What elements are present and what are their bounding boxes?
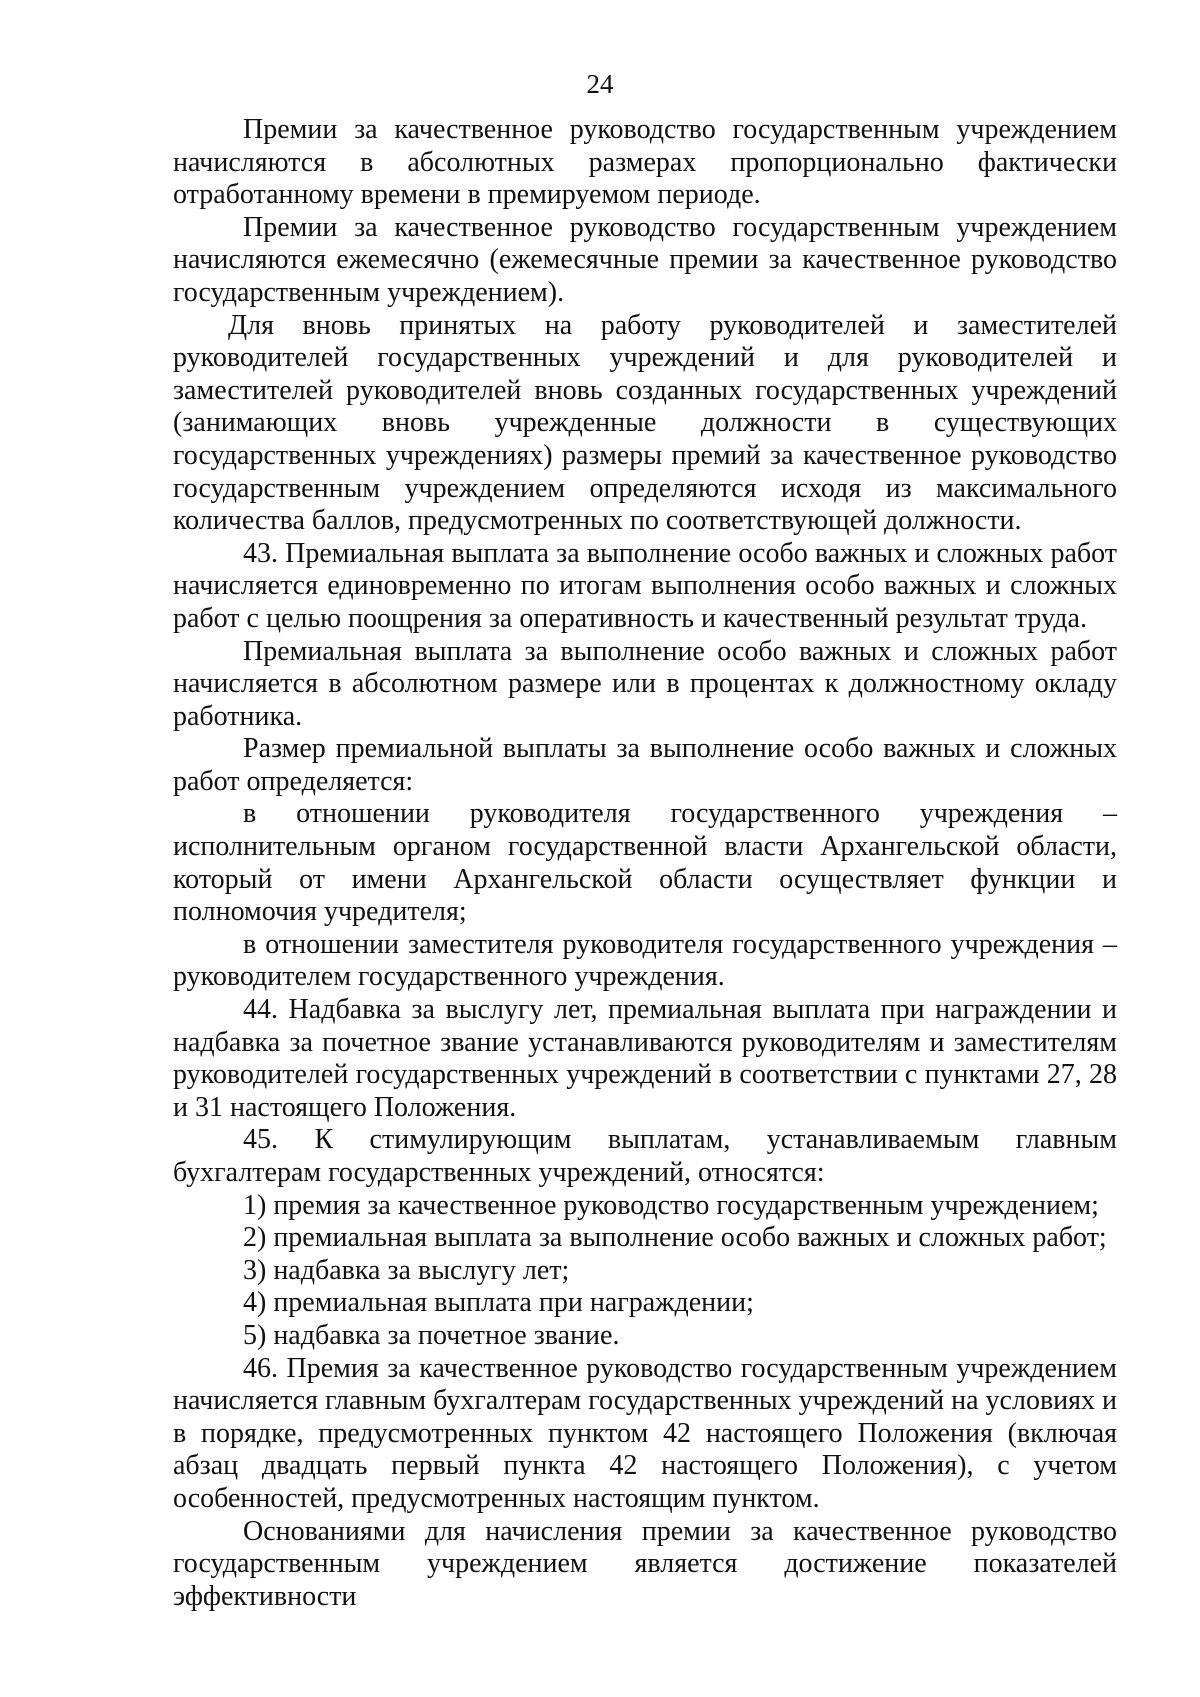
paragraph: в отношении заместителя руководителя государственного учреждения – руководителем государственного учреждения. — [173, 928, 1117, 993]
paragraph: 45. К стимулирующим выплатам, устанавливаемым главным бухгалтерам государственных учреждений, относятся: — [173, 1124, 1117, 1188]
page-number: 24 — [586, 69, 614, 99]
paragraph: в отношении руководителя государственного учреждения – исполнительным органом государственной власти Архангельской области, который от имени Архангельской области осуществляет функции и полномочия учредителя; — [173, 798, 1117, 928]
paragraph: Премии за качественное руководство государственным учреждением начисляются ежемесячно (ежемесячные премии за качественное руководство государственным учреждением). — [173, 211, 1117, 308]
paragraph: Размер премиальной выплаты за выполнение особо важных и сложных работ определяется: — [173, 733, 1117, 797]
list-item: 5) надбавка за почетное звание. — [243, 1319, 620, 1351]
paragraph: 43. Премиальная выплата за выполнение особо важных и сложных работ начисляется единовременно по итогам выполнения особо важных и сложных работ с целью поощрения за оперативность и качественный результат труда. — [173, 537, 1117, 634]
paragraph: 46. Премия за качественное руководство государственным учреждением начисляется главным бухгалтерам государственных учреждений на условиях и в порядке, предусмотренных пунктом 42 настоящего Положения (включая абзац двадцать первый пункта 42 настоящего Положения), с учетом особенностей, предусмотренных настоящим пунктом. — [173, 1352, 1118, 1514]
document-body — [173, 114, 1117, 1613]
paragraph: Для вновь принятых на работу руководителей и заместителей руководителей государственных учреждений и для руководителей и заместителей руководителей вновь созданных государственных учреждений (занимающих вновь учрежденные должности в существующих государственных учреждениях) размеры премий за качественное руководство государственным учреждением определяются исходя из максимального количества баллов, предусмотренных по соответствующей должности. — [173, 309, 1117, 537]
list-item: 4) премиальная выплата при награждении; — [243, 1287, 754, 1319]
list-item: 1) премия за качественное руководство государственным учреждением; — [243, 1189, 1099, 1221]
paragraph: 44. Надбавка за выслугу лет, премиальная выплата при награждении и надбавка за почетное звание устанавливаются руководителям и заместителям руководителей государственных учреждений в соответствии с пунктами 27, 28 и 31 настоящего Положения. — [173, 994, 1117, 1123]
paragraph: Премии за качественное руководство государственным учреждением начисляются в абсолютных размерах пропорционально фактически отработанному времени в премируемом периоде. — [173, 114, 1117, 211]
list-item: 3) надбавка за выслугу лет; — [243, 1254, 570, 1286]
list-item: 2) премиальная выплата за выполнение особо важных и сложных работ; — [243, 1222, 1107, 1254]
paragraph: Основаниями для начисления премии за качественное руководство государственным учреждением является достижение показателей эффективности — [173, 1515, 1117, 1612]
paragraph: Премиальная выплата за выполнение особо важных и сложных работ начисляется в абсолютном размере или в процентах к должностному окладу работника. — [173, 635, 1117, 732]
